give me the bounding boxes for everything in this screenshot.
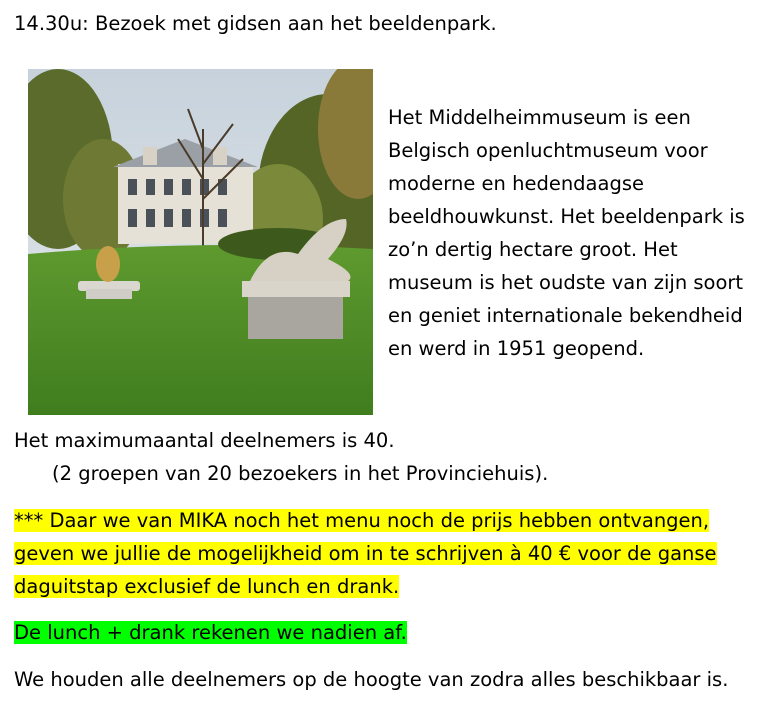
notice-yellow-line: geven we jullie de mogelijkheid om in te schrijven à 40 € voor de ganse bbox=[14, 542, 717, 565]
max-participants: Het maximumaantal deelnemers is 40. bbox=[14, 429, 395, 452]
description-line: moderne en hedendaagse bbox=[388, 172, 644, 195]
description-line: beeldhouwkunst. Het beeldenpark is bbox=[388, 205, 745, 228]
heading: 14.30u: Bezoek met gidsen aan het beeldenpark. bbox=[14, 12, 497, 35]
park-photo bbox=[28, 69, 373, 415]
notice-yellow-line: *** Daar we van MIKA noch het menu noch de prijs hebben ontvangen, bbox=[14, 509, 710, 532]
notice-yellow-line: daguitstap exclusief de lunch en drank. bbox=[14, 575, 400, 598]
description-line: en werd in 1951 geopend. bbox=[388, 337, 645, 360]
footer-note: We houden alle deelnemers op de hoogte van zodra alles beschikbaar is. bbox=[14, 668, 729, 691]
notice-green: De lunch + drank rekenen we nadien af. bbox=[14, 621, 407, 644]
description-line: Belgisch openluchtmuseum voor bbox=[388, 139, 708, 162]
description-line: en geniet internationale bekendheid bbox=[388, 304, 743, 327]
description-line: Het Middelheimmuseum is een bbox=[388, 106, 691, 129]
description-line: zo’n dertig hectare groot. Het bbox=[388, 238, 678, 261]
description-line: museum is het oudste van zijn soort bbox=[388, 271, 744, 294]
groups-note: (2 groepen van 20 bezoekers in het Provinciehuis). bbox=[52, 462, 549, 485]
